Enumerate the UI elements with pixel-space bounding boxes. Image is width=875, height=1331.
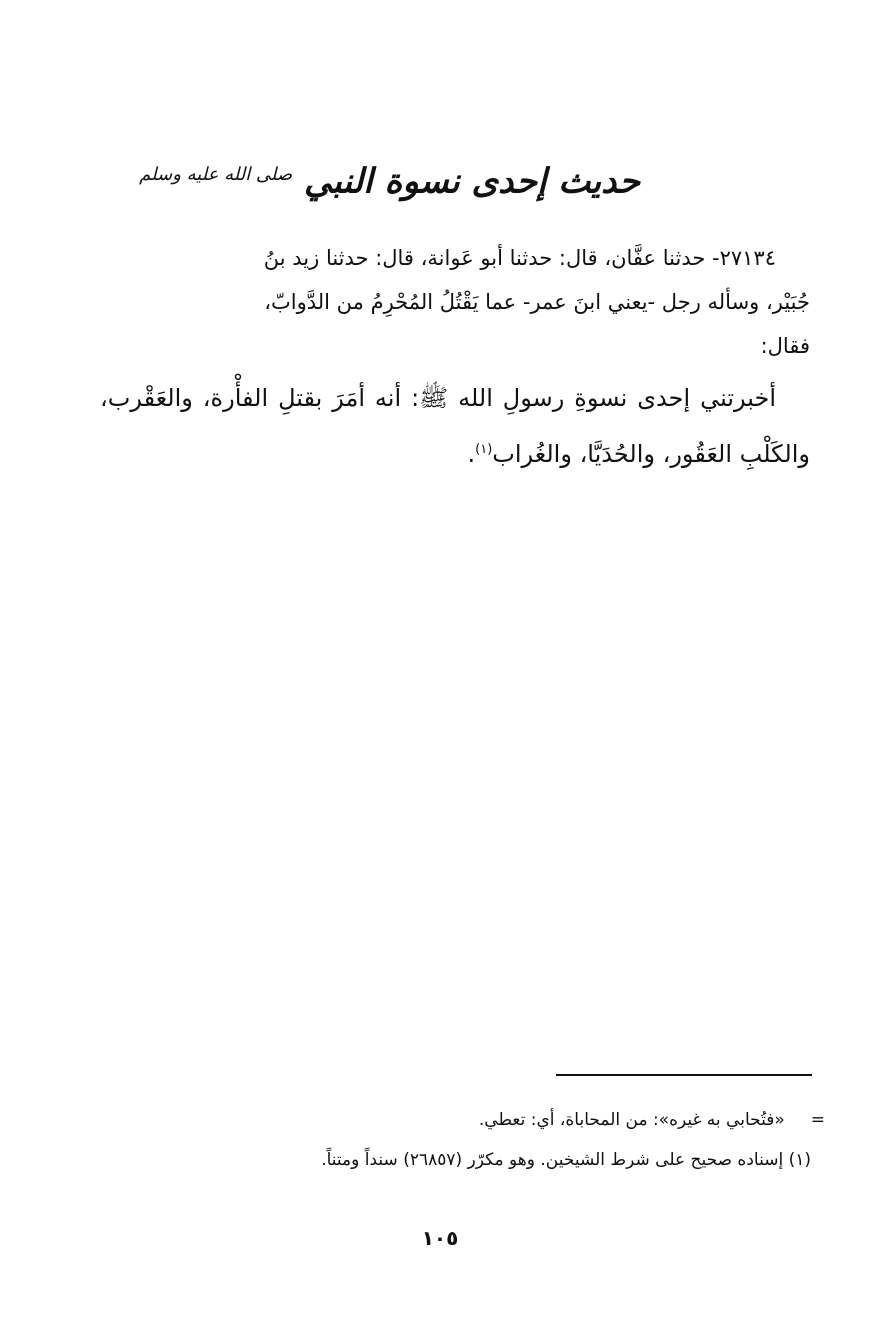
footnote-reference: (١) [475, 442, 493, 457]
salutation-glyph: صلى الله عليه وسلم [139, 164, 293, 185]
footnotes [100, 1100, 825, 1180]
isnad-line-3: فقال: [760, 334, 810, 358]
isnad-line-1: ٢٧١٣٤- حدثنا عفَّان، قال: حدثنا أبو عَوانة، قال: حدثنا زيد بنُ [263, 246, 776, 270]
footnote-divider [556, 1074, 812, 1076]
matn-paragraph [100, 372, 810, 480]
matn-text [100, 372, 810, 480]
isnad-line-2: جُبَيْر، وسأله رجل -يعني ابنَ عمر- عما يَقْتُلُ المُحْرِمُ من الدَّوابّ، [264, 290, 810, 314]
matn-body: أخبرتني إحدى نسوةِ رسولِ الله ﷺ: أنه أمَرَ بقتلِ الفأْرة، والعَقْرب، والكَلْبِ العَقُور، والحُدَيَّا، والغُراب [100, 384, 810, 468]
footnote-continuation [100, 1100, 825, 1140]
isnad-paragraph [100, 236, 810, 368]
continuation-text: «فتُحابي به غيره»: من المحاباة، أي: تعطي. [478, 1110, 785, 1130]
matn-end: . [467, 440, 476, 468]
page-number: ١٠٥ [421, 1226, 459, 1250]
chapter-heading [139, 140, 640, 220]
heading-title: حديث إحدى نسوة النبي [304, 161, 640, 202]
continuation-marker: = [810, 1110, 825, 1130]
footnote-1: (١) إسناده صحيح على شرط الشيخين. وهو مكرّر (٢٦٨٥٧) سنداً ومتناً. [321, 1150, 811, 1170]
